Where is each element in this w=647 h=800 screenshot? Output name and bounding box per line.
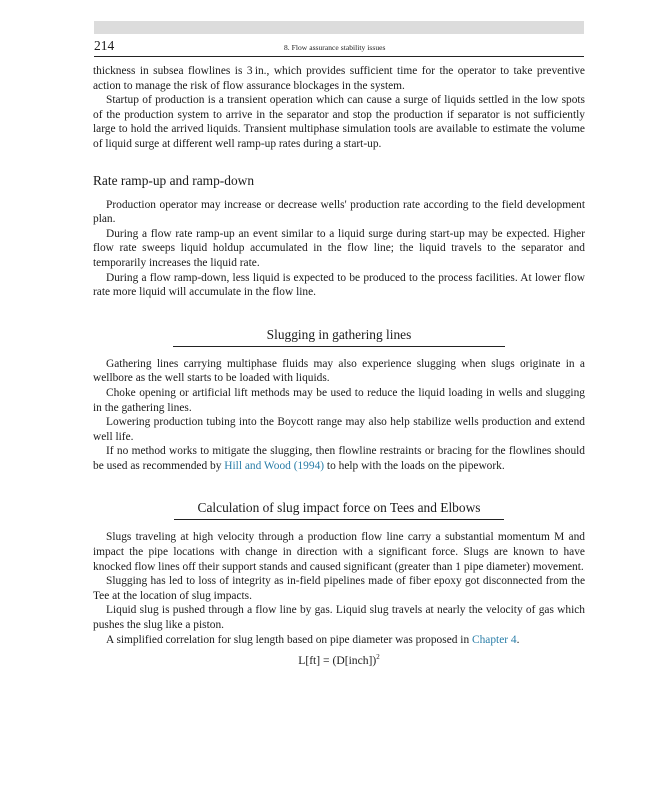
chapter-4-link[interactable]: Chapter 4 — [472, 633, 517, 646]
paragraph: Choke opening or artificial lift methods may be used to reduce the liquid loading in wells and slugging in the gathering lines. — [93, 386, 585, 414]
paragraph: During a flow ramp-down, less liquid is expected to be produced to the process facilities. At lower flow rate more liquid will accumulate in the flow line. — [93, 271, 585, 299]
header-rule — [94, 56, 584, 57]
text-span: to help with the loads on the pipework. — [324, 459, 505, 472]
paragraph: Liquid slug is pushed through a flow line by gas. Liquid slug travels at nearly the velocity of gas which pushes the slug like a piston. — [93, 604, 585, 632]
page-header — [94, 38, 584, 56]
paragraph — [93, 633, 585, 648]
section-heading-gathering: Slugging in gathering lines — [266, 326, 412, 342]
running-head: 8. Flow assurance stability issues — [284, 43, 386, 52]
section-heading-impact: Calculation of slug impact force on Tees and Elbows — [197, 500, 481, 516]
text-span: A simplified correlation for slug length based on pipe diameter was proposed in — [106, 633, 472, 646]
paragraph: Lowering production tubing into the Boycott range may also help stabilize wells production and extend well life. — [93, 416, 585, 443]
text-span: If no method works to mitigate the slugging, then flowline restraints or bracing for the flowlines should be used as recommended by — [93, 445, 585, 472]
page-body — [93, 64, 585, 667]
paragraph: thickness in subsea flowlines is 3 in., which provides sufficient time for the operator to take preventive action to manage the risk of flow assurance blockages in the system. — [93, 65, 585, 92]
citation-link-hill-wood[interactable]: Hill and Wood (1994) — [224, 459, 325, 472]
section-heading-impact-wrap — [174, 499, 504, 520]
page-number: 214 — [94, 38, 115, 53]
text-span: . — [516, 633, 520, 646]
paragraph — [93, 444, 585, 473]
equation-exponent: 2 — [376, 653, 380, 662]
slug-length-equation — [93, 653, 585, 667]
paragraph: Production operator may increase or decrease wells' production rate according to the field development plan. — [93, 198, 585, 226]
section-heading-gathering-wrap — [173, 326, 505, 347]
equation-body: L[ft] = (D[inch]) — [298, 654, 377, 668]
section-heading-rate: Rate ramp-up and ramp-down — [93, 172, 255, 188]
top-gray-bar — [94, 21, 584, 34]
paragraph: Gathering lines carrying multiphase fluids may also experience slugging when slugs originate in a wellbore as the well starts to be loaded with liquids. — [93, 357, 585, 385]
paragraph: During a flow rate ramp-up an event similar to a liquid surge during start-up may be expected. Higher flow rate sweeps liquid holdup accumulated in the flow line; the liquid travels to the separator and temporarily increases the liquid rate. — [93, 227, 585, 269]
paragraph: Startup of production is a transient operation which can cause a surge of liquids settled in the low spots of the production system to arrive in the separator and stop the production if separator is not sufficiently large to hold the arrived liquids. Transient multiphase simulation tools are available to estimate the volume of liquid surge at different well ramp-up rates during a start-up. — [93, 94, 585, 150]
paragraph: Slugs traveling at high velocity through a production flow line carry a substantial momentum M and impact the pipe locations with change in direction with a significant force. Slugs are known to have knocked flow lines off their support stands and caused significant (greater than 1 pipe diameter) movement. — [93, 531, 585, 573]
paragraph: Slugging has led to loss of integrity as in-field pipelines made of fiber epoxy got disconnected from the Tee at the location of slug impacts. — [93, 575, 585, 602]
